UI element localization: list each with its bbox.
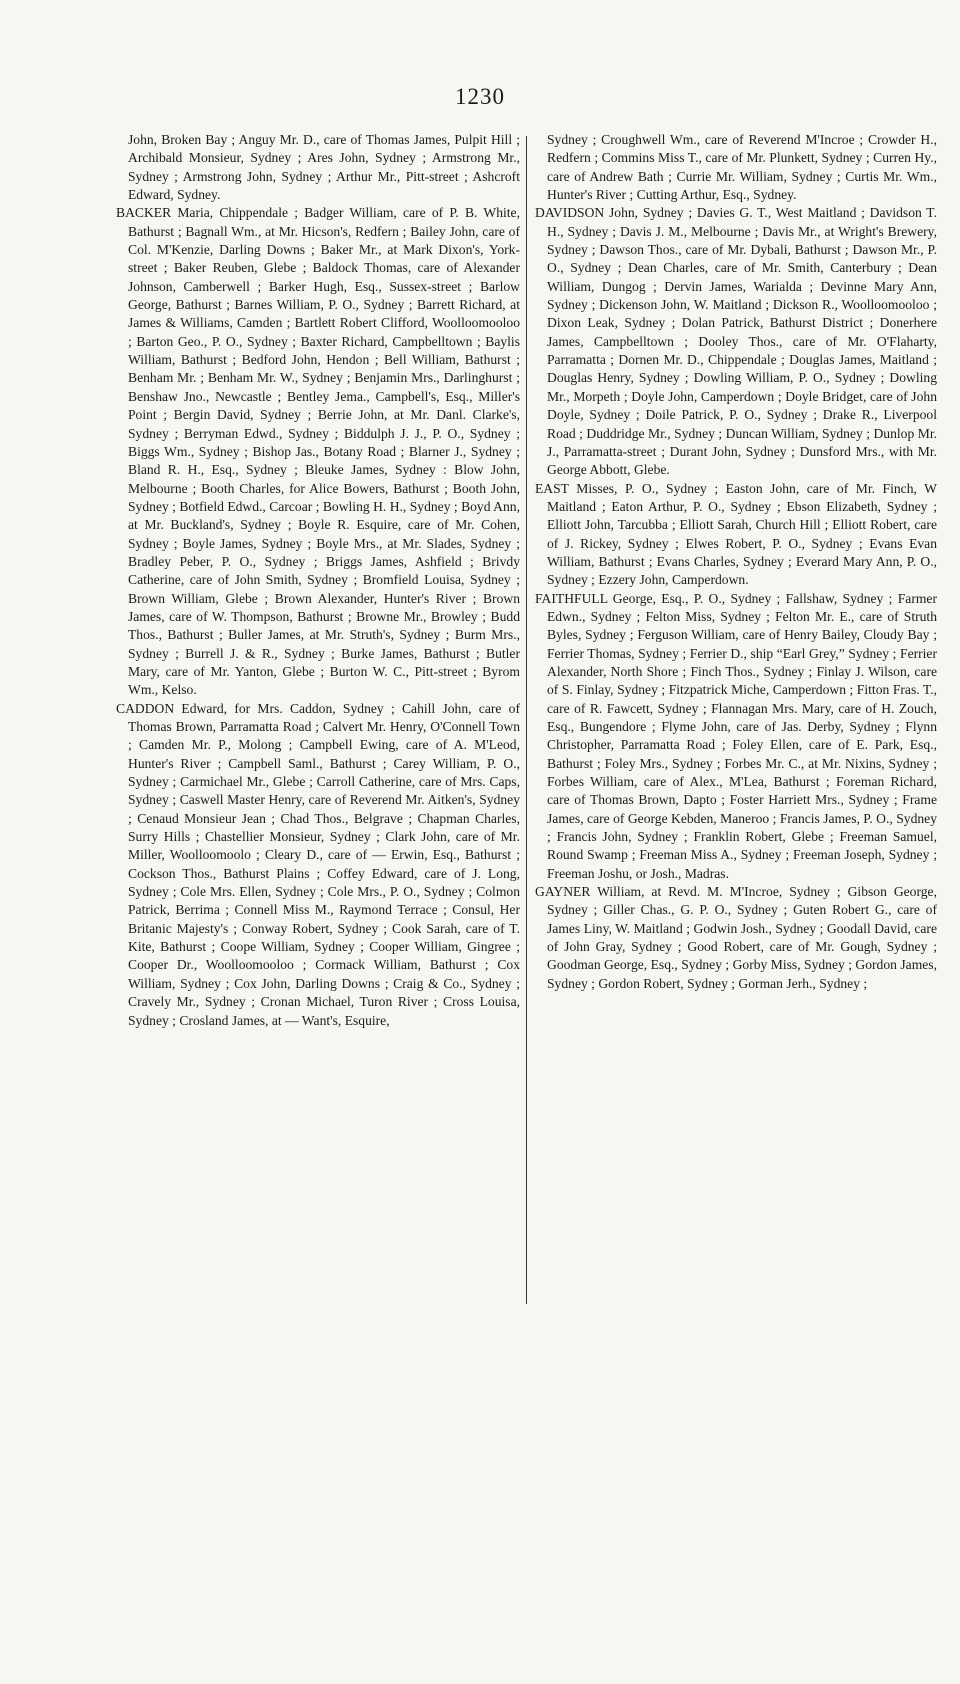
column-divider [526,136,527,1304]
list-entry: Sydney ; Croughwell Wm., care of Reverend M'Incroe ; Crowder H., Redfern ; Commins Miss T., care of Mr. Plunkett, Sydney ; Curren Hy., care of Andrew Bath ; Currie Mr. William, Sydney ; Curtis Mr. Wm., Hunter's River ; Cutting Arthur, Esq., Sydney. [547,132,937,203]
right-column [535,131,937,993]
list-entry: GAYNER William, at Revd. M. M'Incroe, Sydney ; Gibson George, Sydney ; Giller Chas., G. P. O., Sydney ; Guten Robert G., care of James Liny, W. Maitland ; Godwin Josh., Sydney ; Goodall David, care of John Gray, Sydney ; Good Robert, care of Mr. Gough, Sydney ; Goodman George, Esq., Sydney ; Gorby Miss, Sydney ; Gordon James, Sydney ; Gordon Robert, Sydney ; Gorman Jerh., Sydney ; [535,884,937,991]
list-entry: DAVIDSON John, Sydney ; Davies G. T., West Maitland ; Davidson T. H., Sydney ; Davis J. M., Melbourne ; Davis Mr., at Wright's Brewery, Sydney ; Dawson Thos., care of Mr. Dybali, Bathurst ; Dawson Mr., P. O., Sydney ; Dean Charles, care of Mr. Smith, Canterbury ; Dean William, Dungog ; Dervin James, Warialda ; Devinne Mary Ann, Sydney ; Dickenson John, W. Maitland ; Dickson R., Woolloomooloo ; Dixon Leak, Sydney ; Dolan Patrick, Bathurst District ; Donerhere James, Campbelltown ; Dooley Thos., care of Mr. O'Flaharty, Parramatta ; Dornen Mr. D., Chippendale ; Douglas James, Maitland ; Douglas Henry, Sydney ; Dowling William, P. O., Sydney ; Dowling Mr., Morpeth ; Doyle John, Camperdown ; Doyle Bridget, care of John Doyle, Sydney ; Doile Patrick, P. O., Sydney ; Drake R., Liverpool Road ; Duddridge Mr., Sydney ; Duncan William, Sydney ; Dunlop Mr. J., Parramatta-street ; Durant John, Sydney ; Dunsford Mrs., with Mr. George Abbott, Glebe. [535,205,937,478]
list-entry: John, Broken Bay ; Anguy Mr. D., care of Thomas James, Pulpit Hill ; Archibald Monsieur, Sydney ; Ares John, Sydney ; Armstrong Mr., Sydney ; Armstrong John, Sydney ; Arthur Mr., Pitt-street ; Ashcroft Edward, Sydney. [128,132,520,203]
list-entry: EAST Misses, P. O., Sydney ; Easton John, care of Mr. Finch, W Maitland ; Eaton Arthur, P. O., Sydney ; Ebson Elizabeth, Sydney ; Elliott John, Tarcubba ; Elliott Sarah, Church Hill ; Elliott Robert, care of J. Rickey, Sydney ; Elwes Robert, P. O., Sydney ; Evans Evan William, Bathurst ; Evans Charles, Sydney ; Everard Mary Ann, P. O., Sydney ; Ezzery John, Camperdown. [535,480,937,588]
list-entry: FAITHFULL George, Esq., P. O., Sydney ; Fallshaw, Sydney ; Farmer Edwn., Sydney ; Felton Miss, Sydney ; Felton Mr. E., care of Struth Byles, Sydney ; Ferguson William, care of Henry Bailey, Cloudy Bay ; Ferrier Thomas, Sydney ; Ferrier D., ship “Earl Grey,” Sydney ; Ferrier Alexander, North Shore ; Finch Thos., Sydney ; Finlay J. Wilson, care of S. Finlay, Sydney ; Fitzpatrick Miche, Camperdown ; Fitton Fras. T., care of R. Fawcett, Sydney ; Flannagan Mrs. Mary, care of H. Zouch, Esq., Bungendore ; Flyme John, care of Jas. Derby, Sydney ; Flynn Christopher, Parramatta Road ; Foley Ellen, care of E. Park, Esq., Bathurst ; Foley Mrs., Sydney ; Forbes Mr. C., at Mr. Nixins, Sydney ; Forbes William, care of Alex., M'Lea, Bathurst ; Foreman Richard, care of Thomas Brown, Dapto ; Foster Harriett Mrs., Sydney ; Frame James, care of George Kebden, Maneroo ; Francis James, P. O., Sydney ; Francis John, Sydney ; Franklin Robert, Glebe ; Freeman Samuel, Round Swamp ; Freeman Miss A., Sydney ; Freeman Joseph, Sydney ; Freeman Joshu, or Josh., Madras. [535,590,937,881]
left-column [116,131,520,1030]
page-number: 1230 [455,84,505,109]
list-entry: BACKER Maria, Chippendale ; Badger William, care of P. B. White, Bathurst ; Bagnall Wm., at Mr. Hicson's, Redfern ; Bailey John, care of Col. M'Kenzie, Darling Downs ; Baker Mr., at Mark Dixon's, York-street ; Baker Reuben, Glebe ; Baldock Thomas, care of Alexander Johnson, Camberwell ; Barker Hugh, Esq., Sussex-street ; Barlow George, Bathurst ; Barnes William, P. O., Sydney ; Barrett Richard, at James & Williams, Camden ; Bartlett Robert Clifford, Woolloomooloo ; Barton Geo., P. O., Sydney ; Baxter Richard, Campbelltown ; Baylis William, Bathurst ; Bedford John, Hendon ; Bell William, Bathurst ; Benham Mr. ; Benham Mr. W., Sydney ; Benjamin Mrs., Darlinghurst ; Benshaw Jno., Newcastle ; Bentley Jema., Campbell's, Esq., Miller's Point ; Bergin David, Sydney ; Berrie John, at Mr. Danl. Clarke's, Sydney ; Berryman Edwd., Sydney ; Biddulph J. J., P. O., Sydney ; Biggs Wm., Sydney ; Bishop Jas., Botany Road ; Blarner J., Sydney ; Bland R. H., Esq., Sydney ; Bleuke James, Sydney : Blow John, Melbourne ; Booth Charles, for Alice Bowers, Bathurst ; Booth John, Sydney ; Botfield Edwd., Carcoar ; Bowling H. H., Sydney ; Boyd Ann, at Mr. Buckland's, Sydney ; Boyle R. Esquire, care of Mr. Cohen, Sydney ; Boyle James, Sydney ; Boyle Mrs., at Mr. Slades, Sydney ; Bradley Peber, P. O., Sydney ; Briggs James, Ashfield ; Brivdy Catherine, care of John Smith, Sydney ; Bromfield Louisa, Sydney ; Brown William, Glebe ; Brown Alexander, Hunter's River ; Brown James, care of W. Thompson, Bathurst ; Browne Mr., Browley ; Budd Thos., Bathurst ; Buller James, at Mr. Struth's, Sydney ; Burm Mrs., Sydney ; Burrell J. & R., Sydney ; Burke James, Bathurst ; Butler Mary, care of Mr. Yanton, Glebe ; Burton W. C., Pitt-street ; Byrom Wm., Kelso. [116,205,520,698]
list-entry: CADDON Edward, for Mrs. Caddon, Sydney ; Cahill John, care of Thomas Brown, Parramatta Road ; Calvert Mr. Henry, O'Connell Town ; Camden Mr. P., Molong ; Campbell Ewing, care of A. M'Leod, Hunter's River ; Campbell Saml., Bathurst ; Carey William, P. O., Sydney ; Carmichael Mr., Glebe ; Carroll Catherine, care of Mrs. Caps, Sydney ; Caswell Master Henry, care of Reverend Mr. Aitken's, Sydney ; Cenaud Monsieur Jean ; Chad Thos., Belgrave ; Chapman Charles, Surry Hills ; Chastellier Monsieur, Sydney ; Clark John, care of Mr. Miller, Woolloomoolo ; Cleary D., care of — Erwin, Esq., Bathurst ; Cockson Thos., Bathurst Plains ; Coffey Edward, care of J. Long, Sydney ; Cole Mrs. Ellen, Sydney ; Cole Mrs., P. O., Sydney ; Colmon Patrick, Berrima ; Connell Miss M., Raymond Terrace ; Consul, Her Britanic Majesty's ; Conway Robert, Sydney ; Cook Sarah, care of T. Kite, Bathurst ; Coope William, Sydney ; Cooper William, Gingree ; Cooper Dr., Woolloomooloo ; Cormack William, Bathurst ; Cox William, Sydney ; Cox John, Darling Downs ; Craig & Co., Sydney ; Cravely Mr., Sydney ; Cronan Michael, Turon River ; Cross Louisa, Sydney ; Crosland James, at — Want's, Esquire, [116,700,520,1028]
